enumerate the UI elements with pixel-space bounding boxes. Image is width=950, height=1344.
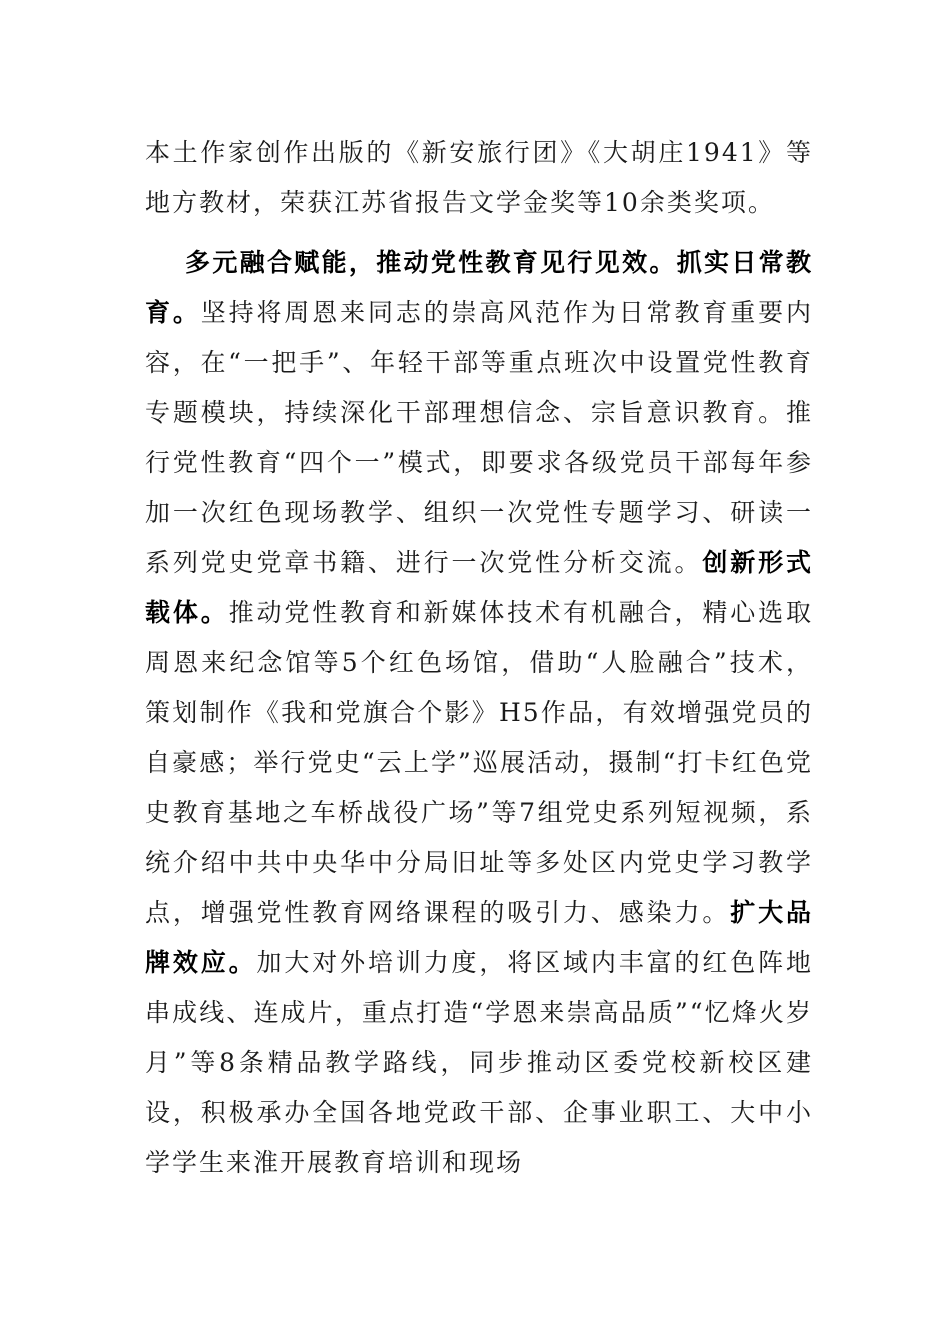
subsection-title-daily-education: 抓实日常教育。	[145, 248, 813, 327]
subsection-text-brand: 加大对外培训力度，将区域内丰富的红色阵地串成线、连成片，重点打造“学恩来崇高品质”“忆烽火岁月”等8条精品教学路线，同步推动区委党校新校区建设，积极承办全国各地党政干部、企事业职工、大中小学学生来淮开展教育培训和现场	[145, 948, 813, 1177]
subsection-text-daily-education: 坚持将周恩来同志的崇高风范作为日常教育重要内容，在“一把手”、年轻干部等重点班次中设置党性教育专题模块，持续深化干部理想信念、宗旨意识教育。推行党性教育“四个一”模式，即要求各级党员干部每年参加一次红色现场教学、组织一次党性专题学习、研读一系列党史党章书籍、进行一次党性分析交流。	[145, 298, 813, 577]
paragraph-party-education	[145, 238, 813, 1188]
paragraph-awards	[145, 128, 813, 228]
paragraph-body	[145, 238, 813, 1188]
subsection-title-brand: 扩大品牌效应。	[145, 898, 813, 977]
subsection-title-innovation: 创新形式载体。	[145, 548, 813, 627]
subsection-text-innovation: 推动党性教育和新媒体技术有机融合，精心选取周恩来纪念馆等5个红色场馆，借助“人脸融合”技术，策划制作《我和党旗合个影》H5作品，有效增强党员的自豪感；举行党史“云上学”巡展活动，摄制“打卡红色党史教育基地之车桥战役广场”等7组党史系列短视频，系统介绍中共中央华中分局旧址等多处区内党史学习教学点，增强党性教育网络课程的吸引力、感染力。	[145, 598, 813, 927]
paragraph-text: 本土作家创作出版的《新安旅行团》《大胡庄1941》等地方教材，荣获江苏省报告文学金奖等10余类奖项。	[145, 138, 813, 217]
section-heading: 多元融合赋能，推动党性教育见行见效。	[185, 248, 677, 277]
